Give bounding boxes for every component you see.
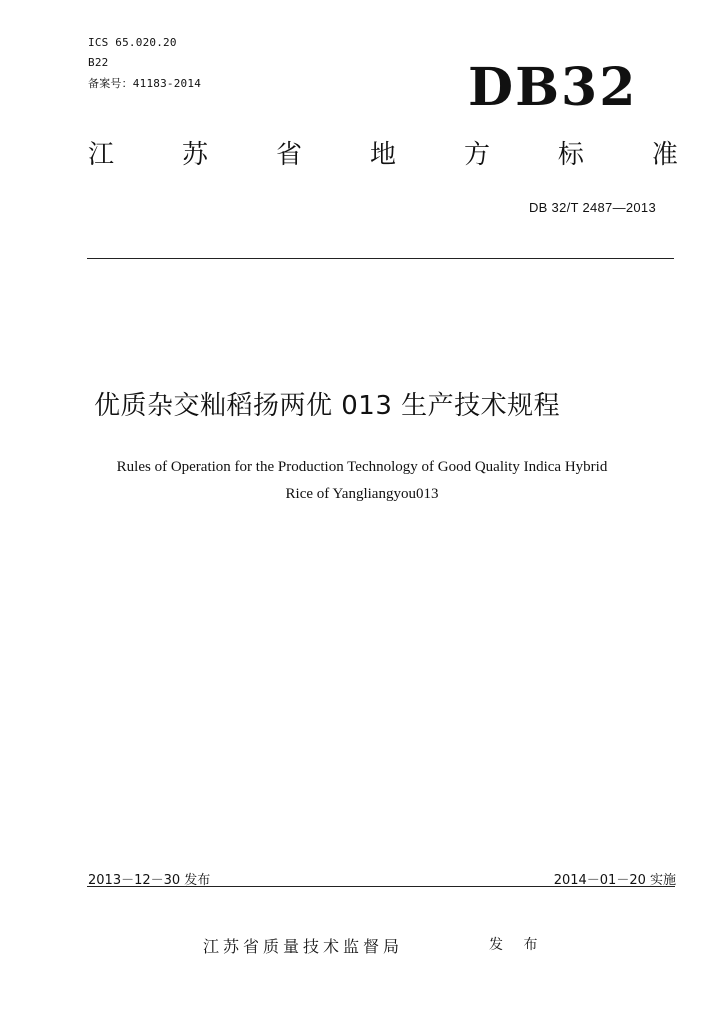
- category-char: 准: [651, 140, 678, 170]
- db-code: DB32: [468, 57, 638, 118]
- issuing-authority: 江苏省质量技术监督局: [203, 937, 404, 956]
- category-char: 标: [557, 140, 584, 170]
- issue-label: 发 布: [489, 937, 546, 953]
- ics-code: ICS 65.020.20: [88, 36, 177, 49]
- category-char: 方: [463, 140, 490, 170]
- english-title-line-1: Rules of Operation for the Production Technology of Good Quality Indica Hybrid: [116, 459, 608, 475]
- publish-date: 2013－12－30 发布: [88, 873, 211, 888]
- record-number: 备案号：41183-2014: [88, 77, 202, 90]
- classification-code: B22: [88, 56, 109, 69]
- implement-date: 2014－01－20 实施: [553, 873, 676, 888]
- category-char: 省: [275, 140, 302, 170]
- top-divider: [87, 258, 674, 259]
- chinese-title: 优质杂交籼稻扬两优 013 生产技术规程: [94, 391, 561, 421]
- category-char: 地: [369, 140, 396, 170]
- bottom-divider: [87, 886, 675, 887]
- english-title-line-2: Rice of Yangliangyou013: [285, 486, 439, 502]
- category-char: 苏: [181, 140, 208, 170]
- standard-category: [88, 142, 678, 168]
- category-char: 江: [88, 140, 115, 170]
- standard-number: DB 32/T 2487—2013: [528, 200, 656, 215]
